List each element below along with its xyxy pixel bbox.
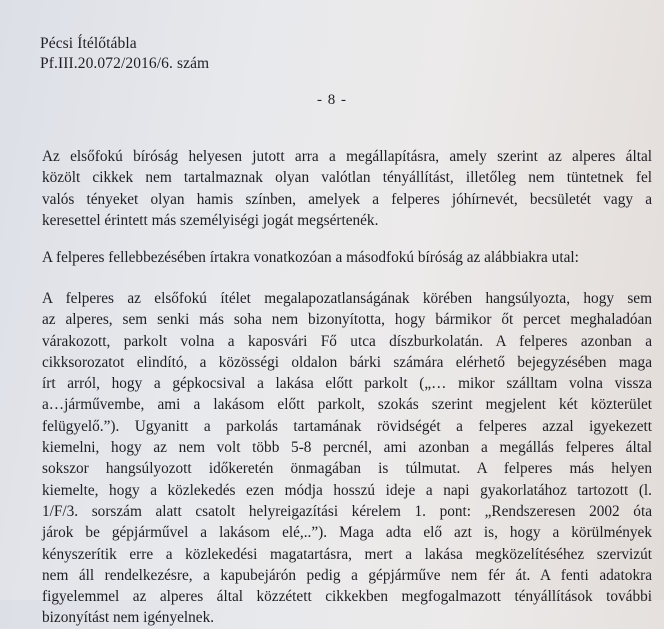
court-header [40,34,209,74]
paragraph-line: A felperes az elsőfokú ítélet megalapozatlanságának körében hangsúlyozta, hogy sem [42,290,652,307]
paragraph-line: sokszor hangsúlyozott időkeretén önmagában is túlmutat. A felperes más helyen [42,460,652,478]
paragraph-line: keresettel érintett más személyiségi jogát megsértenék. [42,211,379,229]
paragraph-line: cikksorozatot elindító, a közösségi oldalon bárki számára elérhető bejegyzésében maga [42,353,652,371]
paragraph-line: járok be gépjárművel a lakásom elé,..”). Maga adta elő azt is, hogy a körülmények [42,524,652,542]
paragraph-3 [42,288,652,629]
page-number: - 8 - [317,92,347,108]
paragraph-line: kiemelte, hogy a közlekedés ezen módja hosszú ideje a napi gyakorlatához tartozott (l. [42,481,652,499]
paragraph-line: valós tényeket olyan hamis színben, amelyek a felperes jóhírnevét, becsületét vagy a [42,190,652,208]
paragraph-line: A felperes fellebbezésében írtakra vonatkozóan a másodfokú bíróság az alábbiakra utal: [42,249,579,266]
paragraph-1 [42,146,652,231]
paragraph-line: Az elsőfokú bíróság helyesen jutott arra a megállapításra, amely szerint az alperes által [42,148,652,165]
paragraph-line: felügyelő.”). Ugyanitt a parkolás tartamának rövidségét a felperes azzal igyekezett [42,417,652,435]
paragraph-line: nem áll rendelkezésre, a kapubejárón pedig a gépjárműve nem fér át. A fenti adatokra [42,566,652,584]
paragraph-line: kényszerítik erre a közlekedési magatartásra, mert a lakása megközelítéséhez szervizút [42,545,652,563]
paragraph-line: az alperes, sem senki más soha nem bizonyította, hogy bármikor őt percet meghaladóan [42,311,652,329]
paragraph-line: közölt cikkek nem tartalmaznak olyan valótlan tényállítást, illetőleg nem tüntetnek fel [42,169,652,187]
paragraph-line: a…járművembe, ami a lakásom előtt parkolt, szokás szerint megjelent két közterület [42,396,652,414]
paragraph-line: kiemelni, hogy az nem volt több 5-8 percnél, ami azonban a megállás felperes által [42,439,652,457]
paragraph-line: 1/F/3. sorszám alatt csatolt helyreigazítási kérelem 1. pont: „Rendszeresen 2002 óta [42,502,652,520]
paragraph-line: figyelemmel az alperes által közzétett cikkekben megfogalmazott tényállítások további [42,588,652,606]
case-number: Pf.III.20.072/2016/6. szám [40,55,210,72]
court-name: Pécsi Ítélőtábla [40,35,137,52]
paragraph-line: írt arról, hogy a gépkocsival a lakása előtt parkolt („… mikor szálltam volna vissza [42,375,652,393]
paragraph-2 [42,247,652,268]
paragraph-line: várakozott, parkolt volna a kaposvári Fő utca díszburkolatán. A felperes azonban a [42,332,652,350]
paragraph-line: bizonyítást nem igényelnek. [42,609,215,627]
